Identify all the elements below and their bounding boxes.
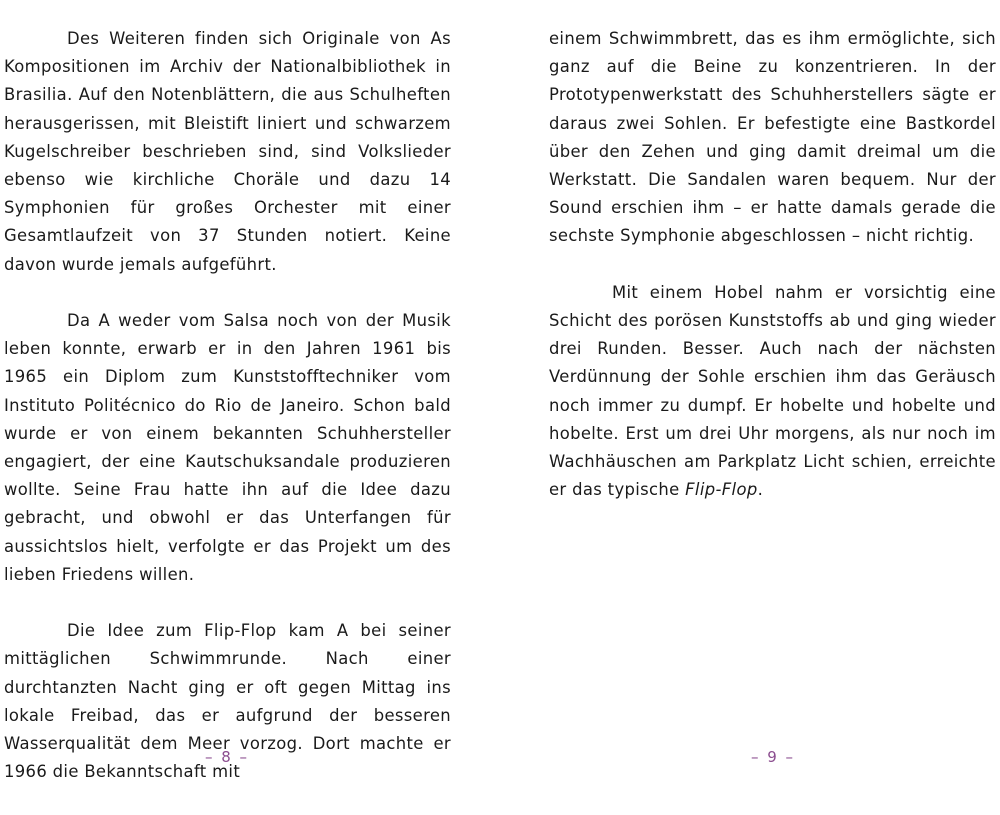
page-number-right: – 9 – — [750, 748, 796, 766]
page-number-left: – 8 – — [204, 748, 250, 766]
left-page — [4, 25, 451, 815]
flip-flop-emphasis: Flip-Flop — [685, 480, 758, 500]
paragraph-flip-flop-idea: Die Idee zum Flip-Flop kam A bei seiner mittäglichen Schwimmrunde. Nach einer durchtanzten Nacht ging er oft gegen Mittag ins lokale Freibad, das er aufgrund der besseren Wasserqualität dem Meer vorzog. Dort machte er 1966 die Bekanntschaft mit — [4, 621, 451, 782]
paragraph-continuation: einem Schwimmbrett, das es ihm ermöglichte, sich ganz auf die Beine zu konzentrieren. In der Prototypenwerkstatt des Schuhherstellers sägte er daraus zwei Sohlen. Er befestigte eine Bastkordel über den Zehen und ging damit dreimal um die Werkstatt. Die Sandalen waren bequem. Nur der Sound erschien ihm – er hatte damals gerade die sechste Symphonie abgeschlossen – nicht richtig. — [549, 29, 996, 246]
paragraph-originals: Des Weiteren finden sich Originale von As Kompositionen im Archiv der Nationalbibliothek in Brasilia. Auf den Notenblättern, die aus Schulheften herausgerissen, mit Bleistift liniert und schwarzem Kugelschreiber beschrieben sind, sind Volkslieder ebenso wie kirchliche Choräle und dazu 14 Symphonien für großes Orchester mit einer Gesamtlaufzeit von 37 Stunden notiert. Keine davon wurde jemals aufgeführt. — [4, 29, 451, 274]
paragraph-hobel-text: Mit einem Hobel nahm er vorsichtig eine Schicht des porösen Kunststoffs ab und ging wieder drei Runden. Besser. Auch nach der nächsten Verdünnung der Sohle erschien ihm das Geräusch noch immer zu dumpf. Er hobelte und hobelte und hobelte. Erst um drei Uhr morgens, als nur noch im Wachhäuschen am Parkplatz Licht schien, erreichte er das typische — [549, 282, 996, 500]
paragraph-diploma: Da A weder vom Salsa noch von der Musik leben konnte, erwarb er in den Jahren 1961 bis 1965 ein Diplom zum Kunststofftechniker vom Instituto Politécnico do Rio de Janeiro. Schon bald wurde er von einem bekannten Schuhhersteller engagiert, der eine Kautschuksandale produzieren wollte. Seine Frau hatte ihn auf die Idee dazu gebracht, und obwohl er das Unterfangen für aussichtslos hielt, verfolgte er das Projekt um des lieben Friedens willen. — [4, 311, 451, 584]
paragraph-hobel-end: . — [757, 480, 764, 500]
paragraph-hobel — [549, 279, 996, 505]
right-page — [549, 25, 996, 533]
